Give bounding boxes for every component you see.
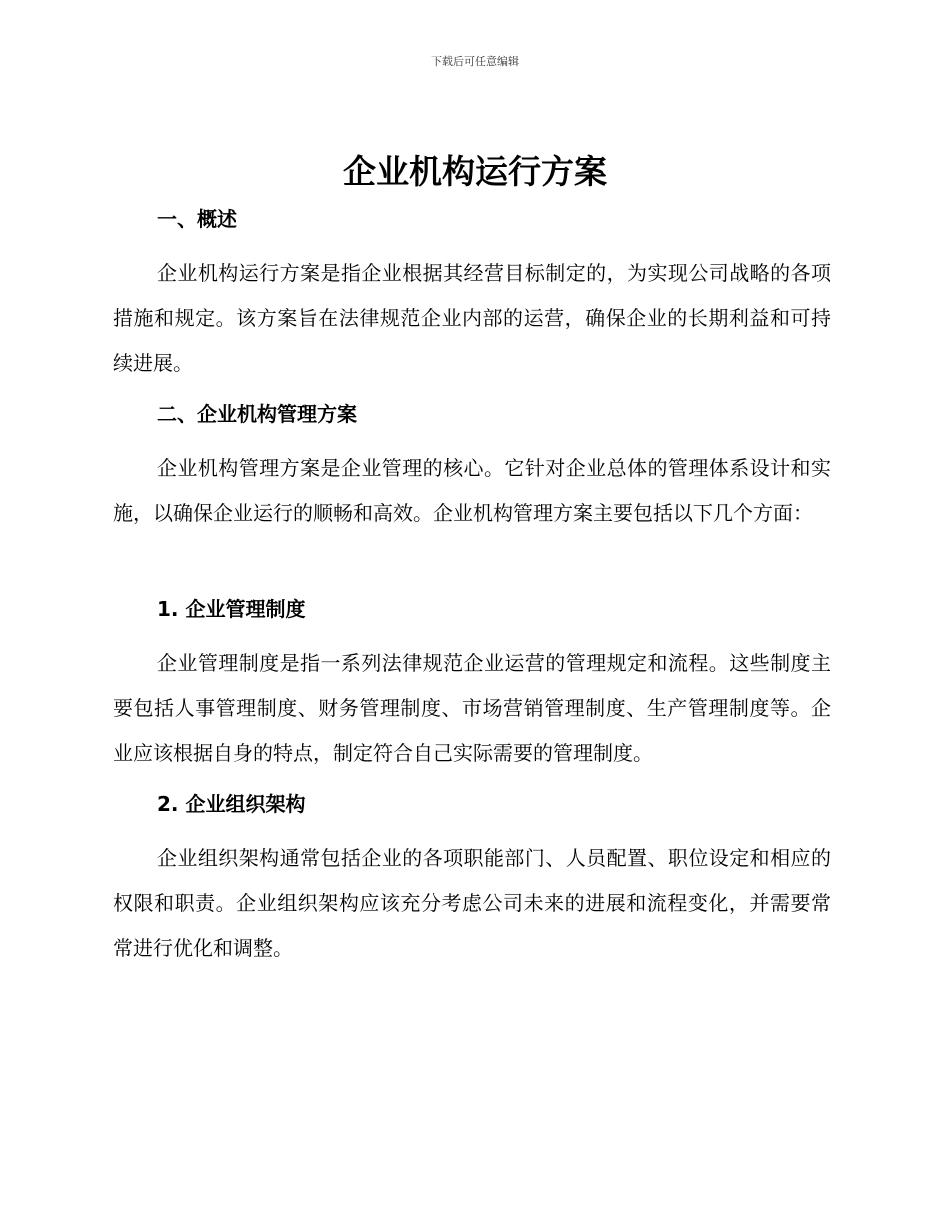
section-paragraph-management-plan: 企业机构管理方案是企业管理的核心。它针对企业总体的管理体系设计和实施，以确保企业运行的顺畅和高效。企业机构管理方案主要包括以下几个方面：	[113, 456, 831, 525]
document-title: 企业机构运行方案	[343, 152, 607, 191]
section-paragraph-overview: 企业机构运行方案是指企业根据其经营目标制定的，为实现公司战略的各项措施和规定。该方案旨在法律规范企业内部的运营，确保企业的长期利益和可持续进展。	[113, 261, 831, 375]
section-paragraph-management-system: 企业管理制度是指一系列法律规范企业运营的管理规定和流程。这些制度主要包括人事管理制度、财务管理制度、市场营销管理制度、生产管理制度等。企业应该根据自身的特点，制定符合自己实际需要的管理制度。	[113, 651, 831, 765]
section-heading-management-plan: 二、企业机构管理方案	[157, 402, 357, 426]
header-note: 下载后可任意编辑	[431, 55, 519, 68]
section-heading-management-system: 1. 企业管理制度	[157, 597, 306, 621]
section-heading-overview: 一、概述	[157, 207, 237, 231]
section-heading-org-structure: 2. 企业组织架构	[157, 792, 306, 816]
section-paragraph-org-structure: 企业组织架构通常包括企业的各项职能部门、人员配置、职位设定和相应的权限和职责。企业组织架构应该充分考虑公司未来的进展和流程变化，并需要常常进行优化和调整。	[113, 846, 831, 960]
